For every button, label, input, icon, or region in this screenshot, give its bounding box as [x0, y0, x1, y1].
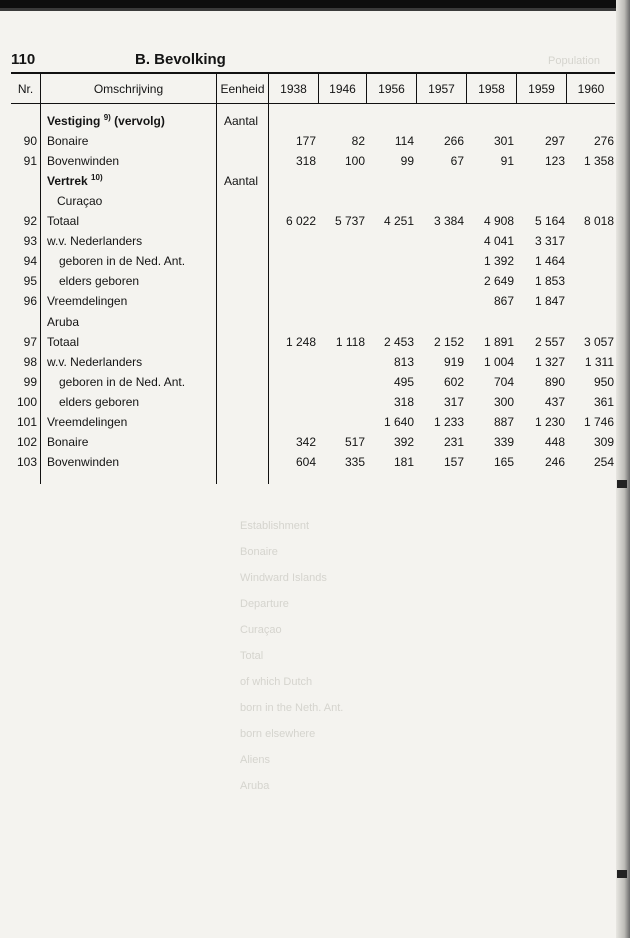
value-1957: 3 384 [433, 214, 464, 229]
description-text: Bovenwinden [47, 154, 120, 169]
row-number: 93 [23, 234, 37, 249]
description-text: w.v. Nederlanders [47, 234, 143, 249]
row-description [47, 153, 119, 169]
value-1946: 82 [351, 134, 365, 149]
value-1957: 1 233 [433, 414, 464, 429]
description-text: Vertrek [47, 174, 88, 189]
footnote-ref: 9) [103, 113, 111, 122]
value-1960: 309 [593, 434, 614, 449]
row-number: 90 [23, 134, 37, 149]
value-1957: 2 152 [433, 334, 464, 349]
row-description [47, 113, 165, 129]
header-year: 1960 [577, 82, 605, 96]
row-number: 100 [16, 394, 37, 409]
row-number: 103 [16, 454, 37, 469]
value-1958: 1 891 [483, 334, 514, 349]
row-number: 96 [23, 294, 37, 309]
value-1959: 1 464 [534, 254, 565, 269]
value-1956: 1 640 [383, 414, 414, 429]
value-1958: 165 [493, 454, 514, 469]
value-1957: 231 [443, 434, 464, 449]
value-1958: 4 041 [483, 234, 514, 249]
value-1958: 4 908 [483, 214, 514, 229]
value-1956: 813 [393, 354, 414, 369]
description-text: geboren in de Ned. Ant. [59, 374, 186, 389]
row-description [47, 213, 79, 229]
row-description [47, 293, 127, 309]
row-description [47, 173, 103, 189]
value-1938: 177 [295, 134, 316, 149]
header-year: 1956 [378, 82, 405, 96]
value-1958: 867 [493, 294, 514, 309]
description-text: geboren in de Ned. Ant. [59, 254, 186, 269]
binding-mark [617, 870, 627, 878]
ghost-line: of which Dutch [240, 676, 313, 688]
value-1959: 246 [544, 454, 565, 469]
table-row [0, 312, 630, 332]
value-1959: 5 164 [534, 214, 565, 229]
value-1958: 2 649 [483, 274, 514, 289]
value-1957: 157 [443, 454, 464, 469]
value-1959: 3 317 [534, 234, 565, 249]
value-1958: 887 [493, 414, 514, 429]
ghost-line: Departure [240, 598, 289, 610]
footnote-ref: 10) [91, 173, 103, 183]
value-1959: 1 230 [534, 414, 565, 429]
value-1960: 254 [593, 454, 614, 469]
value-1938: 318 [295, 154, 316, 169]
table-row [0, 352, 630, 372]
value-1957: 67 [450, 154, 464, 169]
row-description [47, 354, 142, 370]
header-year: 1938 [280, 82, 307, 96]
value-1957: 602 [443, 374, 464, 389]
row-description [47, 314, 79, 330]
ghost-line: Total [240, 650, 264, 662]
header-year: 1958 [478, 82, 505, 96]
row-description [59, 394, 139, 410]
value-1958: 339 [493, 434, 514, 449]
row-description [47, 233, 142, 249]
page-top-edge [0, 0, 630, 8]
table-row [0, 372, 630, 392]
table-top-rule [11, 72, 615, 74]
row-description [59, 253, 185, 269]
description-text: elders geboren [59, 394, 140, 409]
header-description: Omschrijving [93, 82, 164, 96]
description-text: Vreemdelingen [47, 414, 128, 429]
header-nr: Nr. [17, 82, 34, 96]
row-description [59, 374, 185, 390]
row-description [47, 434, 88, 450]
value-1959: 1 853 [534, 274, 565, 289]
ghost-line: Windward Islands [240, 572, 327, 584]
table-row [0, 332, 630, 352]
table-row [0, 291, 630, 311]
row-number: 95 [23, 274, 37, 289]
value-1959: 890 [544, 374, 565, 389]
ghost-line: Aruba [240, 780, 270, 792]
value-1959: 1 847 [534, 294, 565, 309]
value-1960: 8 018 [583, 214, 614, 229]
value-1956: 4 251 [383, 214, 414, 229]
row-unit: Aantal [224, 174, 259, 189]
table-header-rule [11, 103, 615, 104]
section-title: B. Bevolking [135, 51, 226, 68]
row-number: 97 [23, 334, 37, 349]
ghost-line: Aliens [240, 754, 270, 766]
description-text: Vreemdelingen [47, 294, 128, 309]
value-1956: 181 [393, 454, 414, 469]
description-text: w.v. Nederlanders [47, 354, 143, 369]
table-row [0, 251, 630, 271]
ghost-line: born elsewhere [240, 728, 316, 740]
table-row [0, 171, 630, 191]
value-1946: 1 118 [335, 334, 365, 349]
value-1956: 99 [400, 154, 414, 169]
row-number: 99 [23, 374, 37, 389]
row-number: 102 [16, 434, 37, 449]
value-1958: 1 004 [483, 354, 514, 369]
table-row [0, 231, 630, 251]
binding-mark [617, 480, 627, 488]
description-suffix: (vervolg) [114, 114, 165, 128]
table-row [0, 131, 630, 151]
value-1956: 318 [393, 394, 414, 409]
table-row [0, 271, 630, 291]
value-1938: 604 [295, 454, 316, 469]
value-1959: 1 327 [534, 354, 565, 369]
value-1959: 2 557 [534, 334, 565, 349]
value-1946: 100 [344, 154, 365, 169]
header-year: 1946 [329, 82, 356, 96]
value-1946: 517 [344, 434, 365, 449]
header-unit: Eenheid [220, 82, 265, 96]
value-1960: 276 [593, 134, 614, 149]
value-1956: 114 [394, 134, 414, 149]
ghost-line: Bonaire [240, 546, 278, 558]
description-text: Curaçao [57, 194, 103, 209]
value-1958: 300 [493, 394, 514, 409]
value-1957: 919 [443, 354, 464, 369]
row-number: 101 [16, 414, 37, 429]
description-text: Totaal [47, 214, 80, 229]
value-1958: 301 [493, 134, 514, 149]
table-row [0, 412, 630, 432]
table-row [0, 211, 630, 231]
table-row [0, 392, 630, 412]
value-1958: 704 [493, 374, 514, 389]
value-1958: 91 [500, 154, 514, 169]
value-1959: 448 [544, 434, 565, 449]
value-1938: 1 248 [285, 334, 316, 349]
row-description [57, 193, 102, 209]
table-row [0, 151, 630, 171]
table-row [0, 191, 630, 211]
value-1946: 335 [344, 454, 365, 469]
value-1957: 266 [443, 134, 464, 149]
value-1960: 1 311 [584, 354, 614, 369]
page-number: 110 [11, 51, 36, 68]
value-1946: 5 737 [334, 214, 365, 229]
ghost-line: born in the Neth. Ant. [240, 702, 344, 714]
row-number: 92 [23, 214, 37, 229]
header-year: 1957 [428, 82, 455, 96]
page-top-shadow [0, 8, 630, 11]
header-year: 1959 [528, 82, 555, 96]
value-1960: 3 057 [583, 334, 614, 349]
row-description [47, 334, 79, 350]
value-1960: 1 746 [583, 414, 614, 429]
description-text: Vestiging [47, 114, 101, 128]
table-row [0, 111, 630, 131]
value-1958: 1 392 [483, 254, 514, 269]
value-1960: 1 358 [583, 154, 614, 169]
value-1956: 392 [393, 434, 414, 449]
ghost-line: Establishment [240, 520, 310, 532]
value-1938: 6 022 [285, 214, 316, 229]
description-text: elders geboren [59, 274, 140, 289]
value-1960: 361 [593, 394, 614, 409]
row-number: 91 [23, 154, 37, 169]
row-description [47, 414, 127, 430]
description-text: Bovenwinden [47, 454, 120, 469]
value-1960: 950 [593, 374, 614, 389]
row-number: 94 [23, 254, 37, 269]
row-description [47, 454, 119, 470]
row-unit: Aantal [224, 114, 259, 128]
value-1959: 123 [544, 154, 565, 169]
table-row [0, 452, 630, 472]
page-header [11, 50, 615, 72]
description-text: Aruba [47, 314, 80, 329]
description-text: Bonaire [47, 134, 89, 149]
row-description [59, 273, 139, 289]
ghost-line: Curaçao [240, 624, 282, 636]
table-row [0, 432, 630, 452]
value-1956: 2 453 [383, 334, 414, 349]
description-text: Totaal [47, 334, 80, 349]
value-1959: 297 [544, 134, 565, 149]
row-description [47, 133, 88, 149]
value-1959: 437 [544, 394, 565, 409]
value-1956: 495 [393, 374, 414, 389]
description-text: Bonaire [47, 434, 89, 449]
value-1938: 342 [295, 434, 316, 449]
row-number: 98 [23, 354, 37, 369]
ghost-header: Population [548, 55, 600, 67]
value-1957: 317 [443, 394, 464, 409]
